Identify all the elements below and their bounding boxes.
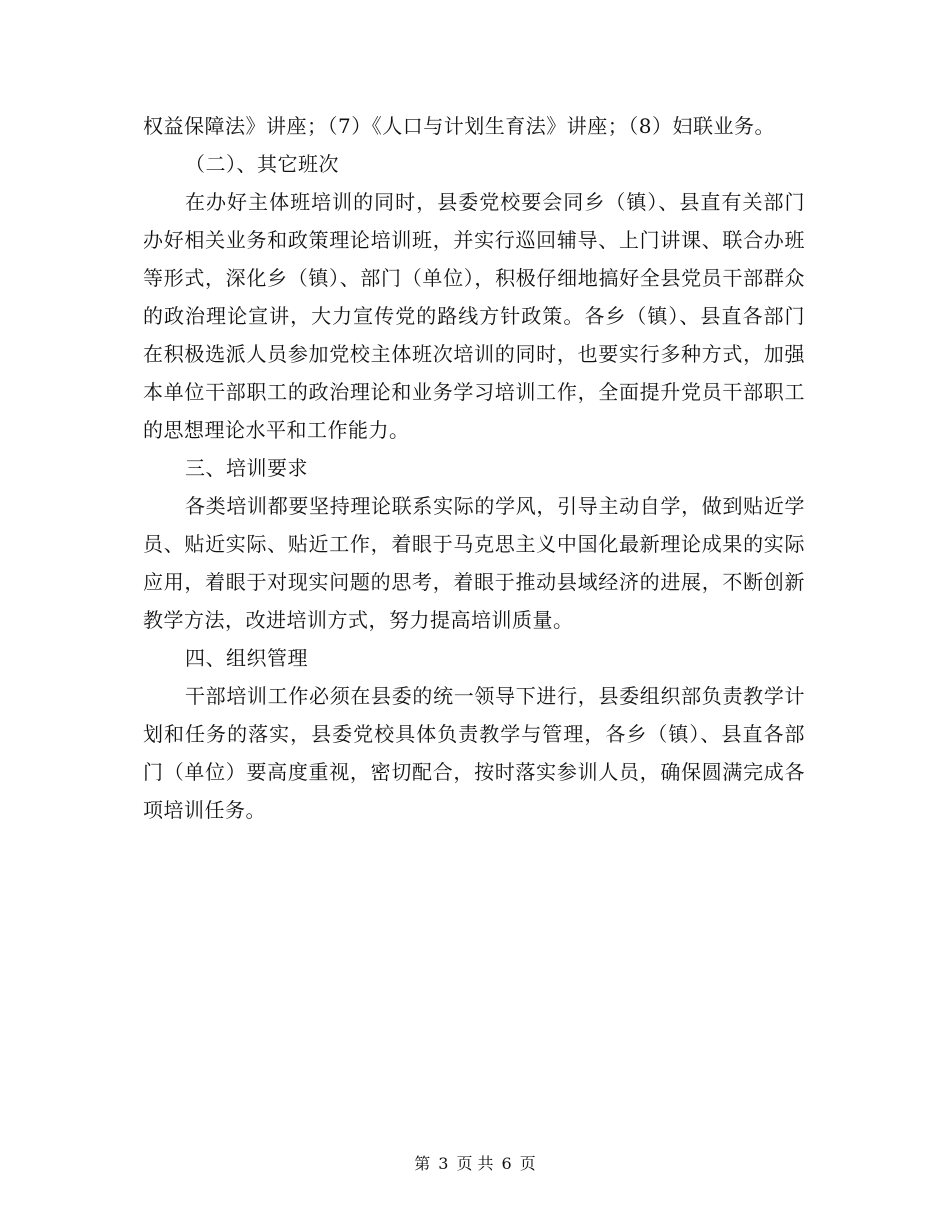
footer-middle: 页 共	[456, 1154, 494, 1173]
footer-prefix: 第	[414, 1154, 431, 1173]
document-body	[143, 107, 805, 829]
footer-suffix: 页	[519, 1154, 536, 1173]
page-footer	[0, 1152, 950, 1176]
paragraph-other-classes: 在办好主体班培训的同时，县委党校要会同乡（镇）、县直有关部门办好相关业务和政策理论培训班，并实行巡回辅导、上门讲课、联合办班等形式，深化乡（镇）、部门（单位），积极仔细地搞好全县党员干部群众的政治理论宣讲，大力宣传党的路线方针政策。各乡（镇）、县直各部门在积极选派人员参加党校主体班次培训的同时，也要实行多种方式，加强本单位干部职工的政治理论和业务学习培训工作，全面提升党员干部职工的思想理论水平和工作能力。	[143, 190, 805, 442]
paragraph-continuation: 权益保障法》讲座；（7）《人口与计划生育法》讲座；（8）妇联业务。	[143, 114, 775, 138]
section-heading-training-requirements: 三、培训要求	[185, 456, 308, 480]
section-heading-other-classes: （二）、其它班次	[185, 152, 339, 176]
footer-current-page: 3	[438, 1154, 449, 1173]
paragraph-training-requirements: 各类培训都要坚持理论联系实际的学风，引导主动自学，做到贴近学员、贴近实际、贴近工作，着眼于马克思主义中国化最新理论成果的实际应用，着眼于对现实问题的思考，着眼于推动县域经济的进展，不断创新教学方法，改进培训方式，努力提高培训质量。	[143, 494, 805, 632]
footer-total-pages: 6	[501, 1154, 512, 1173]
paragraph-organization-management: 干部培训工作必须在县委的统一领导下进行，县委组织部负责教学计划和任务的落实，县委党校具体负责教学与管理，各乡（镇）、县直各部门（单位）要高度重视，密切配合，按时落实参训人员，确保圆满完成各项培训任务。	[143, 684, 805, 822]
section-heading-organization-management: 四、组织管理	[185, 646, 308, 670]
